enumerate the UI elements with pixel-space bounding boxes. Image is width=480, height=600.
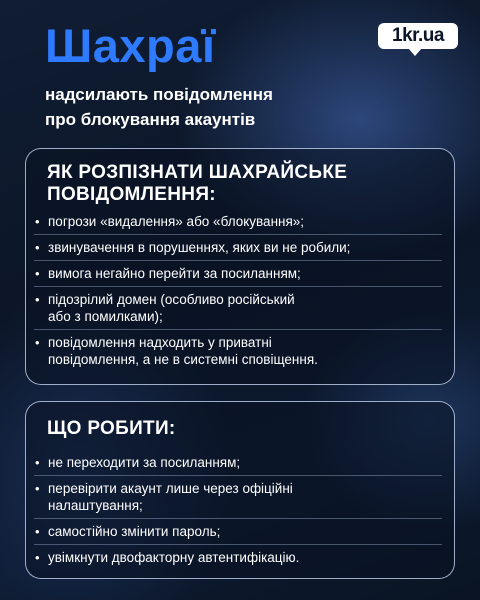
list-item [34,261,442,287]
list-item [34,519,442,545]
list-item-line: повідомлення надходить у приватні [48,335,272,350]
list-item-line: налаштування; [48,498,143,513]
heading-line: ЯК РОЗПІЗНАТИ ШАХРАЙСЬКЕ [47,162,348,183]
list-item-text [48,265,442,282]
list-item-line: вимога негайно перейти за посиланням; [48,266,301,281]
list-item-line: не переходити за посиланням; [48,455,241,470]
list-item-line: погрози «видалення» або «блокування»; [48,214,305,229]
list-item-line: або з помилками); [48,309,163,324]
recognize-list [34,209,442,372]
list-item-text [48,334,442,368]
actions-heading [47,418,438,440]
bullet: • [35,455,40,470]
bullet: • [35,550,40,565]
list-item [34,476,442,519]
actions-list [34,450,442,570]
subtitle [45,82,273,132]
hero-title: Шахраї [45,19,216,72]
list-item-text [48,549,442,566]
list-item-text [48,239,442,256]
logo [378,23,458,49]
list-item [34,330,442,372]
list-item-line: підозрілий домен (особливо російський [48,292,295,307]
subtitle-line: надсилають повідомлення [45,85,273,104]
list-item-text [48,213,442,230]
list-item [34,450,442,476]
list-item [34,209,442,235]
logo-text: 1kr.ua [378,23,458,49]
list-item-text [48,454,442,471]
list-item [34,545,442,570]
list-item-line: самостійно змінити пароль; [48,524,221,539]
recognize-heading [47,162,438,206]
list-item-line: звинувачення в порушеннях, яких ви не робили; [48,240,351,255]
bullet: • [35,266,40,281]
subtitle-line: про блокування акаунтів [45,110,256,129]
heading-line: ПОВІДОМЛЕННЯ: [47,184,216,205]
list-item [34,235,442,261]
list-item-text [48,480,442,514]
bullet: • [35,481,40,496]
list-item-line: повідомлення, а не в системні сповіщення. [48,352,318,367]
bullet: • [35,214,40,229]
list-item-line: увімкнути двофакторну автентифікацію. [48,550,300,565]
bullet: • [35,240,40,255]
bullet: • [35,524,40,539]
list-item-text [48,523,442,540]
actions-card [25,401,455,579]
list-item-line: перевірити акаунт лише через офіційні [48,481,293,496]
bullet: • [35,292,40,307]
recognize-card [25,148,455,385]
heading-line: ЩО РОБИТИ: [47,418,176,439]
bullet: • [35,335,40,350]
list-item [34,287,442,330]
list-item-text [48,291,442,325]
logo-speech-tail [408,48,422,56]
